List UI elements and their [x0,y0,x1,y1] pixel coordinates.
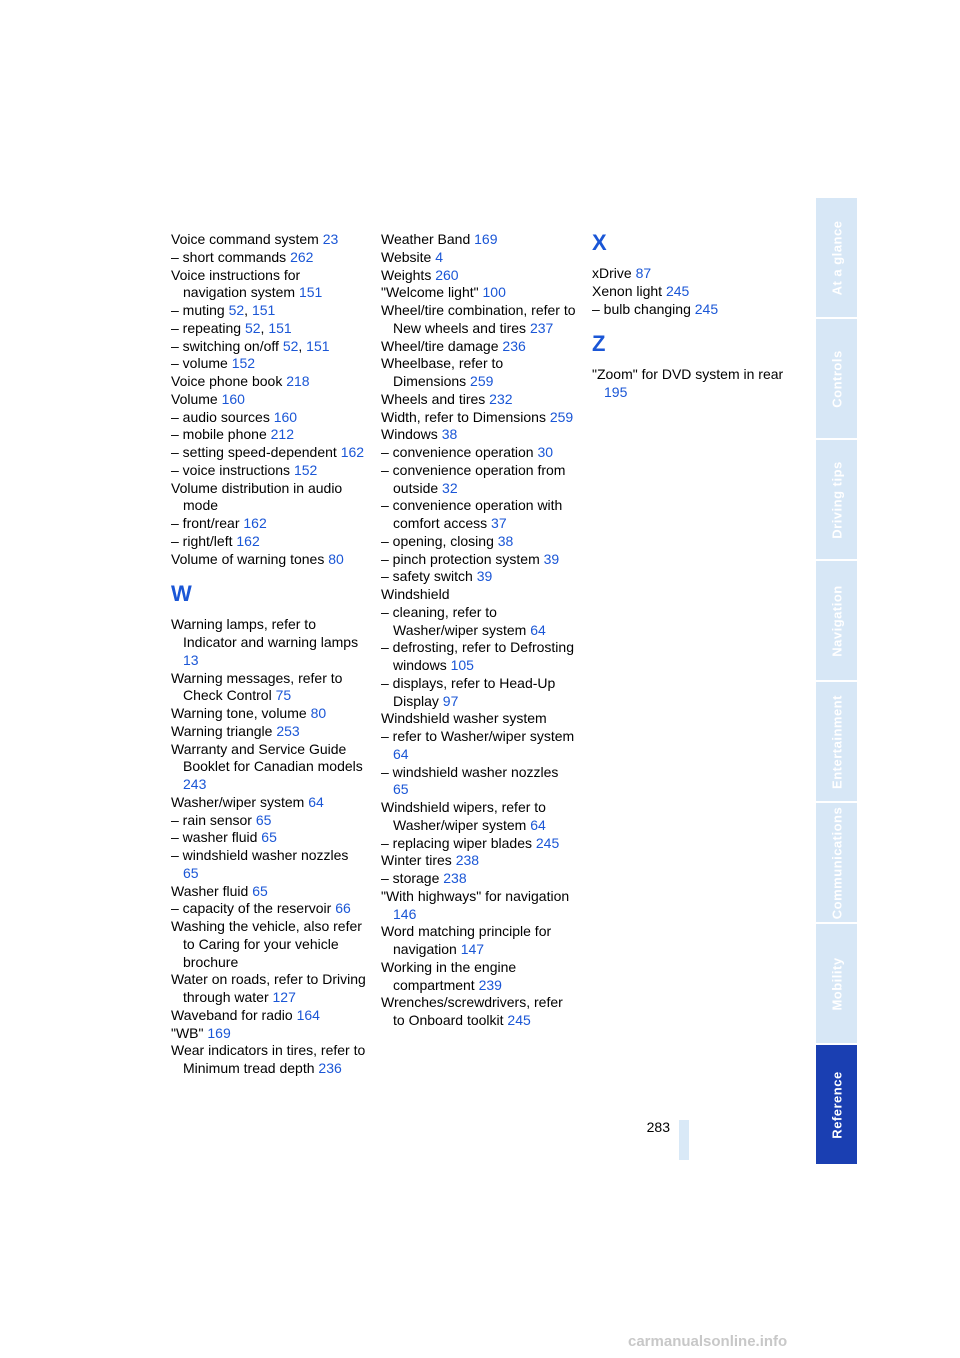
page-reference-link[interactable]: 160 [221,390,245,407]
index-column-2 [381,231,576,1030]
page-reference-link[interactable]: 262 [290,248,314,265]
page-reference-link[interactable]: 160 [273,408,298,425]
index-column-1 [171,231,366,1078]
index-entry [171,267,366,303]
index-term: – safety switch [381,568,473,585]
index-entry [381,568,576,586]
page-reference-link[interactable]: 30 [537,444,554,460]
index-term: – refer to Washer/wiper system [381,728,575,744]
index-term: Wrenches/screwdrivers, refer to Onboard toolkit [381,994,563,1028]
section-tab-label: Controls [829,349,844,408]
index-term: xDrive [592,265,632,281]
section-tab-navigation[interactable] [816,561,857,680]
index-term: – audio sources [171,408,270,425]
section-tab-at-a-glance[interactable] [816,198,857,317]
page-reference-link[interactable]: 169 [207,1024,231,1041]
index-entry [171,515,366,533]
index-entry [381,639,576,675]
index-letter-heading: W [171,581,192,607]
page-reference-link[interactable]: 259 [549,408,574,425]
index-term: – voice instructions [171,461,291,478]
page-reference-link[interactable]: 52 [228,302,245,318]
index-entry [381,604,576,640]
section-tab-driving-tips[interactable] [816,440,857,559]
page-reference-link[interactable]: 162 [236,532,260,549]
page-reference-link[interactable]: 245 [665,282,690,299]
index-term: Volume [171,390,218,407]
index-term: Voice command system [171,231,319,247]
index-term: Water on roads, refer to Driving through water [171,971,366,1005]
page-reference-link[interactable]: 238 [443,870,467,886]
index-term: "Zoom" for DVD system in rear [592,366,784,383]
index-entry [381,728,576,764]
page-reference-link[interactable]: 239 [478,976,502,993]
index-term: – capacity of the reservoir [171,900,332,917]
index-entry [171,533,366,551]
index-term: – windshield washer nozzles [171,847,349,863]
index-entry [171,462,366,480]
page-reference-link[interactable]: 80 [328,550,344,567]
index-term: – pinch protection system [381,550,540,567]
index-term: Width, refer to Dimensions [381,408,546,425]
index-term: Word matching principle for navigation [381,923,552,957]
index-term: Wheels and tires [381,390,486,407]
page-number-bar [679,1120,689,1160]
index-term: Wheelbase, refer to Dimensions [381,355,504,389]
page-reference-link[interactable]: 151 [251,302,276,318]
index-term: Weather Band [381,231,471,247]
index-entry: – repeating 52, 151 [171,319,292,336]
index-term: Working in the engine compartment [381,958,517,993]
section-tab-label: Entertainment [829,694,844,789]
page-reference-link[interactable]: 64 [530,816,546,833]
page-number: 283 [646,1119,670,1135]
index-entry [381,444,576,462]
index-term: Wear indicators in tires, refer to Minimum tread depth [171,1042,366,1076]
index-entry [381,764,576,800]
page-reference-link[interactable]: 218 [286,373,310,389]
index-term: Volume of warning tones [171,550,325,567]
index-entry [381,870,576,888]
index-term: "Welcome light" [381,284,479,301]
index-term: – opening, closing [381,532,494,549]
index-term: – windshield washer nozzles [381,763,559,780]
index-term: Wheel/tire combination, refer to New wheels and tires [381,302,576,336]
index-term: – front/rear [171,515,240,531]
page-reference-link[interactable]: 195 [604,384,628,400]
index-term: – short commands [171,248,287,265]
page-reference-link[interactable]: 243 [183,776,207,792]
index-entry [381,338,576,356]
index-entry [171,670,366,706]
index-term: – replacing wiper blades [381,834,532,851]
index-entry [381,302,576,338]
index-entry [171,616,366,669]
index-term: Warranty and Service Guide Booklet for Canadian models [171,740,363,775]
index-term: "WB" [171,1024,204,1041]
index-term: Warning tone, volume [171,705,307,721]
index-letter-heading: Z [592,331,606,357]
section-tab-label: Driving tips [829,460,844,539]
page-reference-link[interactable]: 64 [530,621,546,638]
index-entry [381,391,576,409]
index-entry [381,426,576,444]
index-entry [171,444,366,462]
index-term: – defrosting, refer to Defrosting windows [381,639,574,673]
index-term: Waveband for radio [171,1006,293,1023]
index-term: Windshield wipers, refer to Washer/wiper system [381,799,546,833]
page-reference-link[interactable]: 146 [393,905,417,922]
index-term: Windows [381,426,438,443]
page-reference-link[interactable]: 65 [183,864,199,881]
page-reference-link[interactable]: 162 [340,444,365,460]
page-reference-link[interactable]: 87 [635,265,652,281]
section-tab-controls[interactable] [816,319,857,438]
page-reference-link[interactable]: 80 [310,705,327,721]
index-entry [381,888,576,924]
page-reference-link[interactable]: 236 [318,1060,342,1076]
index-entry [381,231,576,249]
index-term: Website [381,248,432,265]
index-entry [592,265,787,283]
page-reference-link[interactable]: 97 [442,692,459,709]
index-entry [381,355,576,391]
index-entry [381,462,576,498]
page-reference-link[interactable]: 52 [282,337,299,354]
index-entry [381,994,576,1030]
section-tab-label: Reference [829,1070,844,1139]
page-reference-link[interactable]: 23 [322,231,339,247]
section-tab-communications[interactable] [816,803,857,922]
page-reference-link[interactable]: 64 [393,745,409,762]
index-term: Warning messages, refer to Check Control [171,669,343,704]
page-reference-link[interactable]: 152 [231,355,256,372]
page-reference-link[interactable]: 238 [455,852,480,869]
index-term: – volume [171,355,228,372]
page-reference-link[interactable]: 52 [244,319,261,336]
page-reference-link[interactable]: 260 [435,266,459,283]
section-tab-label: Navigation [829,584,844,657]
index-entry [381,551,576,569]
index-term: Winter tires [381,852,452,869]
page-reference-link[interactable]: 65 [252,882,268,899]
index-term: – setting speed-dependent [171,444,337,460]
page-reference-link[interactable]: 38 [497,532,514,549]
index-entry [171,1007,366,1025]
index-entry [171,812,366,830]
page-reference-link[interactable]: 65 [255,811,272,828]
page-reference-link[interactable]: 100 [482,284,506,301]
page-reference-link[interactable]: 38 [441,426,458,443]
index-entry [171,900,366,918]
index-term: Xenon light [592,282,663,299]
index-term: Windshield washer system [381,710,547,727]
index-entry [171,918,366,971]
page-reference-link[interactable]: 253 [276,722,300,739]
index-entry [171,373,366,391]
index-entry [381,249,576,267]
page-reference-link[interactable]: 212 [270,426,294,443]
index-entry [381,586,576,604]
index-term: Washing the vehicle, also refer to Caring for your vehicle brochure [171,918,362,970]
page-reference-link[interactable]: 66 [335,900,351,917]
index-letter-heading: X [592,230,607,255]
page-reference-link[interactable]: 245 [535,834,560,851]
section-tab-label: Communications [829,806,844,919]
index-term: Weights [381,266,432,283]
index-entry: – muting 52, 151 [171,302,276,318]
index-entry [592,366,787,402]
section-tabs [816,198,857,1160]
index-entry [171,741,366,794]
index-term: Voice instructions for navigation system [171,266,301,301]
page-reference-link[interactable]: 237 [529,319,554,336]
index-term: – convenience operation [381,444,534,460]
index-term: – convenience operation from outside [381,461,566,496]
index-entry [381,835,576,853]
section-tab-entertainment[interactable] [816,682,857,801]
page-reference-link[interactable]: 232 [489,390,513,407]
page-reference-link[interactable]: 127 [272,989,296,1005]
page-reference-link[interactable]: 4 [435,248,444,265]
page-reference-link[interactable]: 152 [293,461,318,478]
page-reference-link[interactable]: 39 [543,550,560,567]
index-column-3 [592,231,787,402]
index-entry [381,959,576,995]
page-reference-link[interactable]: 65 [393,781,409,798]
index-entry [381,533,576,551]
index-term: Washer/wiper system [171,793,305,810]
index-entry [381,497,576,533]
index-term: – displays, refer to Head-Up Display [381,674,556,709]
index-entry [171,480,366,516]
index-entry [381,267,576,285]
index-entry [381,284,576,302]
index-entry [171,391,366,409]
index-entry [171,794,366,812]
page-reference-link[interactable]: 259 [470,373,494,389]
index-entry [381,409,576,427]
index-entry [171,249,366,267]
index-entry [171,723,366,741]
index-term: – muting [171,302,225,318]
index-term: Voice phone book [171,373,283,389]
index-entry [171,971,366,1007]
section-tab-mobility[interactable] [816,924,857,1043]
page-reference-link[interactable]: 65 [261,829,277,846]
page-reference-link[interactable]: 162 [243,515,267,531]
index-entry [381,675,576,711]
index-entry [381,923,576,959]
index-entry [171,883,366,901]
index-entry: – switching on/off 52, 151 [171,337,330,354]
page-reference-link[interactable]: 37 [491,515,507,531]
page-reference-link[interactable]: 236 [502,337,526,354]
section-tab-label: At a glance [829,220,844,295]
index-term: Volume distribution in audio mode [171,479,343,514]
index-entry [171,705,366,723]
index-term: – right/left [171,532,233,549]
index-entry [171,409,366,427]
index-term: Wheel/tire damage [381,337,499,354]
page-reference-link[interactable]: 151 [306,337,330,354]
index-term: "With highways" for navigation [381,887,570,904]
index-term: – washer fluid [171,829,258,846]
index-term: – convenience operation with comfort access [381,497,563,531]
page-reference-link[interactable]: 64 [308,793,324,810]
index-entry [171,551,366,569]
index-term: Windshield [381,586,450,602]
index-term: – rain sensor [171,811,252,828]
index-term: – switching on/off [171,337,279,354]
page-reference-link[interactable]: 32 [442,479,458,496]
index-entry [171,1025,366,1043]
index-term: – repeating [171,319,242,336]
page-reference-link[interactable]: 151 [268,319,292,336]
index-entry [592,283,787,301]
index-entry [171,355,366,373]
page-reference-link[interactable]: 164 [296,1006,320,1023]
page-reference-link[interactable]: 39 [476,568,493,585]
page-reference-link[interactable]: 75 [275,687,292,704]
index-term: – mobile phone [171,426,267,443]
index-entry [592,301,787,319]
page-reference-link[interactable]: 105 [450,657,474,673]
index-term: Washer fluid [171,882,249,899]
index-entry [171,1042,366,1078]
page-reference-link[interactable]: 245 [694,300,719,317]
index-term: – storage [381,870,440,886]
index-entry [171,829,366,847]
index-entry [381,710,576,728]
page-reference-link[interactable]: 245 [507,1012,531,1028]
index-entry [171,231,366,249]
index-entry [381,852,576,870]
index-entry [171,847,366,883]
index-term: – cleaning, refer to Washer/wiper system [381,603,527,638]
page-reference-link[interactable]: 151 [298,284,323,301]
section-tab-label: Mobility [829,956,844,1011]
index-term: Warning triangle [171,722,273,739]
index-entry [381,799,576,835]
index-entry [171,426,366,444]
page-reference-link[interactable]: 147 [460,941,485,957]
section-tab-reference[interactable] [816,1045,857,1164]
watermark: carmanualsonline.info [628,1333,788,1350]
page-reference-link[interactable]: 13 [183,651,199,668]
index-term: – bulb changing [592,300,691,317]
page-reference-link[interactable]: 169 [474,231,498,247]
index-term: Warning lamps, refer to Indicator and warning lamps [171,616,359,650]
